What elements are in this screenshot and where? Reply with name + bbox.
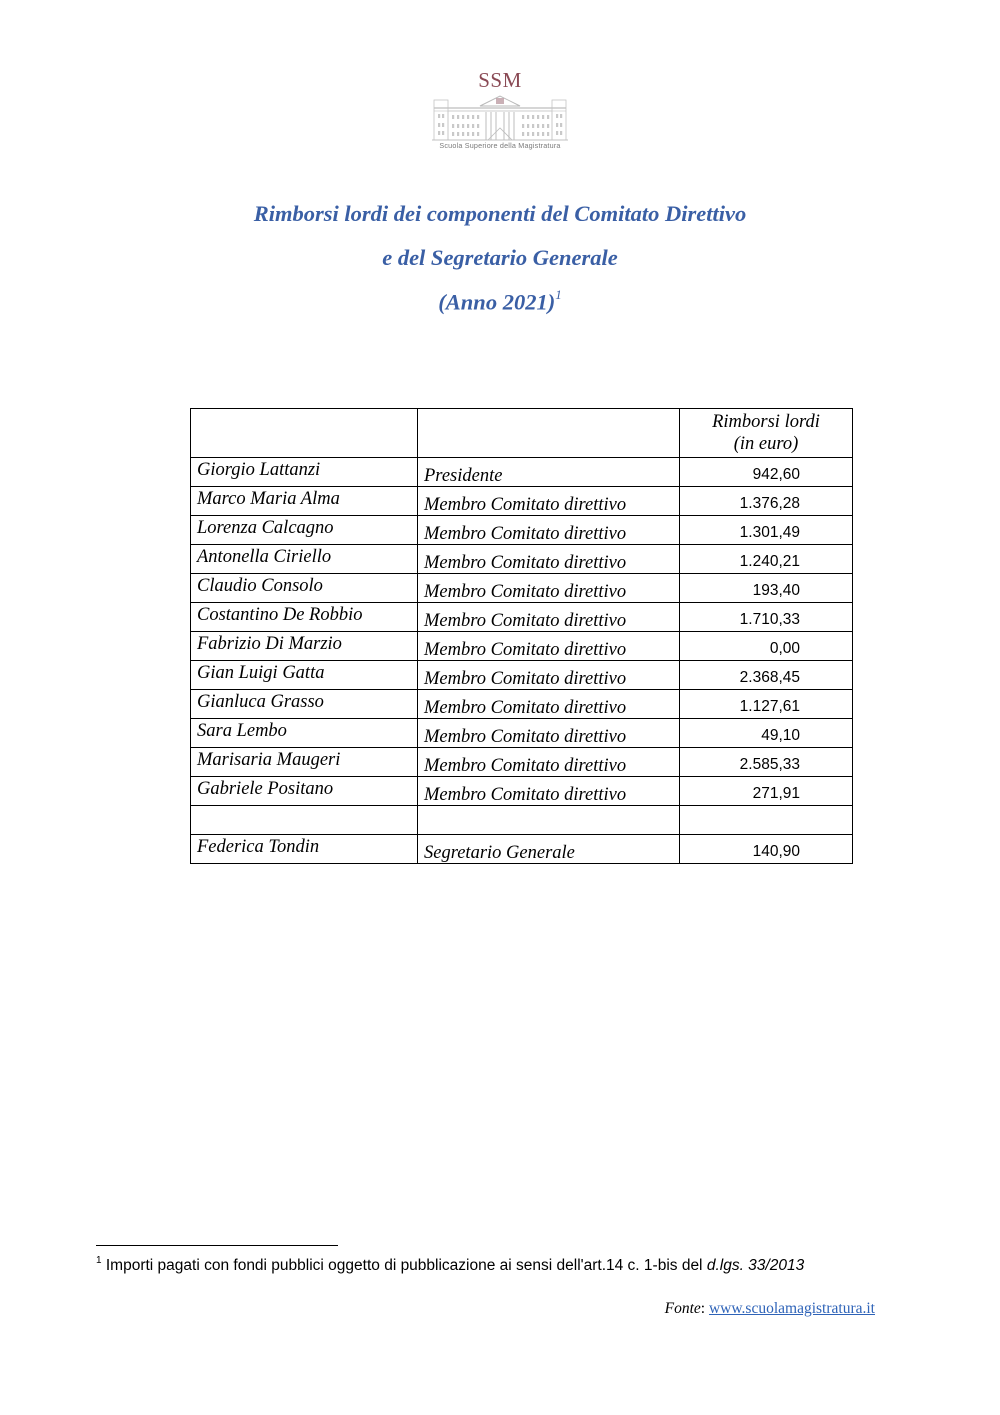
table-row [191,603,853,632]
logo-acronym: SSM [478,68,522,92]
amount-cell: 1.301,49 [680,516,853,545]
name-cell: Marco Maria Alma [191,487,418,516]
ssm-logo [430,68,570,152]
name-cell: Giorgio Lattanzi [191,458,418,487]
table-row [191,806,853,835]
name-cell: Fabrizio Di Marzio [191,632,418,661]
role-cell [418,806,680,835]
table-row [191,632,853,661]
name-cell: Antonella Ciriello [191,545,418,574]
role-cell: Membro Comitato direttivo [418,603,680,632]
table-row [191,835,853,864]
header-amount-cell [680,409,853,458]
amount-cell: 1.710,33 [680,603,853,632]
footnote-text: Importi pagati con fondi pubblici oggetto di pubblicazione ai sensi dell'art.14 c. 1-bis del [105,1257,703,1275]
name-cell: Federica Tondin [191,835,418,864]
table-header-row [191,409,853,458]
amount-cell: 1.127,61 [680,690,853,719]
source-label: Fonte [664,1300,701,1317]
reimbursements-table [190,408,853,864]
footnote-separator [96,1245,338,1246]
name-cell: Sara Lembo [191,719,418,748]
header-amount-line2: (in euro) [733,434,799,454]
title-line-3 [0,289,1000,316]
logo-subtitle: Scuola Superiore della Magistratura [439,141,561,150]
header-name-cell [191,409,418,458]
role-cell: Membro Comitato direttivo [418,545,680,574]
amount-cell: 271,91 [680,777,853,806]
role-cell: Presidente [418,458,680,487]
title-footnote-ref: 1 [555,287,562,302]
amount-cell: 2.585,33 [680,748,853,777]
name-cell: Gian Luigi Gatta [191,661,418,690]
name-cell: Claudio Consolo [191,574,418,603]
footnote-law: d.lgs. 33/2013 [706,1257,805,1275]
role-cell: Segretario Generale [418,835,680,864]
name-cell: Gabriele Positano [191,777,418,806]
amount-cell: 1.240,21 [680,545,853,574]
header-amount-line1: Rimborsi lordi [712,412,820,432]
amount-cell: 49,10 [680,719,853,748]
table-row [191,719,853,748]
amount-cell: 2.368,45 [680,661,853,690]
role-cell: Membro Comitato direttivo [418,748,680,777]
role-cell: Membro Comitato direttivo [418,719,680,748]
source-separator: : [700,1300,709,1317]
role-cell: Membro Comitato direttivo [418,690,680,719]
amount-cell: 1.376,28 [680,487,853,516]
role-cell: Membro Comitato direttivo [418,777,680,806]
table-row [191,516,853,545]
table-row [191,690,853,719]
table-row [191,661,853,690]
table-row [191,574,853,603]
table-row [191,748,853,777]
footnote-number: 1 [96,1255,102,1266]
role-cell: Membro Comitato direttivo [418,632,680,661]
role-cell: Membro Comitato direttivo [418,516,680,545]
name-cell: Marisaria Maugeri [191,748,418,777]
title-line-1: Rimborsi lordi dei componenti del Comitato Direttivo [253,201,747,226]
table-row [191,458,853,487]
table-row [191,777,853,806]
table-row [191,545,853,574]
footnote [96,1256,804,1275]
amount-cell: 140,90 [680,835,853,864]
source-link[interactable]: www.scuolamagistratura.it [708,1300,875,1317]
amount-cell: 942,60 [680,458,853,487]
name-cell: Costantino De Robbio [191,603,418,632]
header-role-cell [418,409,680,458]
title-year: (Anno 2021) [438,289,556,315]
title-line-2: e del Segretario Generale [382,245,618,270]
role-cell: Membro Comitato direttivo [418,574,680,603]
name-cell: Lorenza Calcagno [191,516,418,545]
amount-cell: 0,00 [680,632,853,661]
role-cell: Membro Comitato direttivo [418,487,680,516]
table-row [191,487,853,516]
amount-cell [680,806,853,835]
amount-cell: 193,40 [680,574,853,603]
name-cell [191,806,418,835]
name-cell: Gianluca Grasso [191,690,418,719]
role-cell: Membro Comitato direttivo [418,661,680,690]
source-line [665,1300,875,1318]
